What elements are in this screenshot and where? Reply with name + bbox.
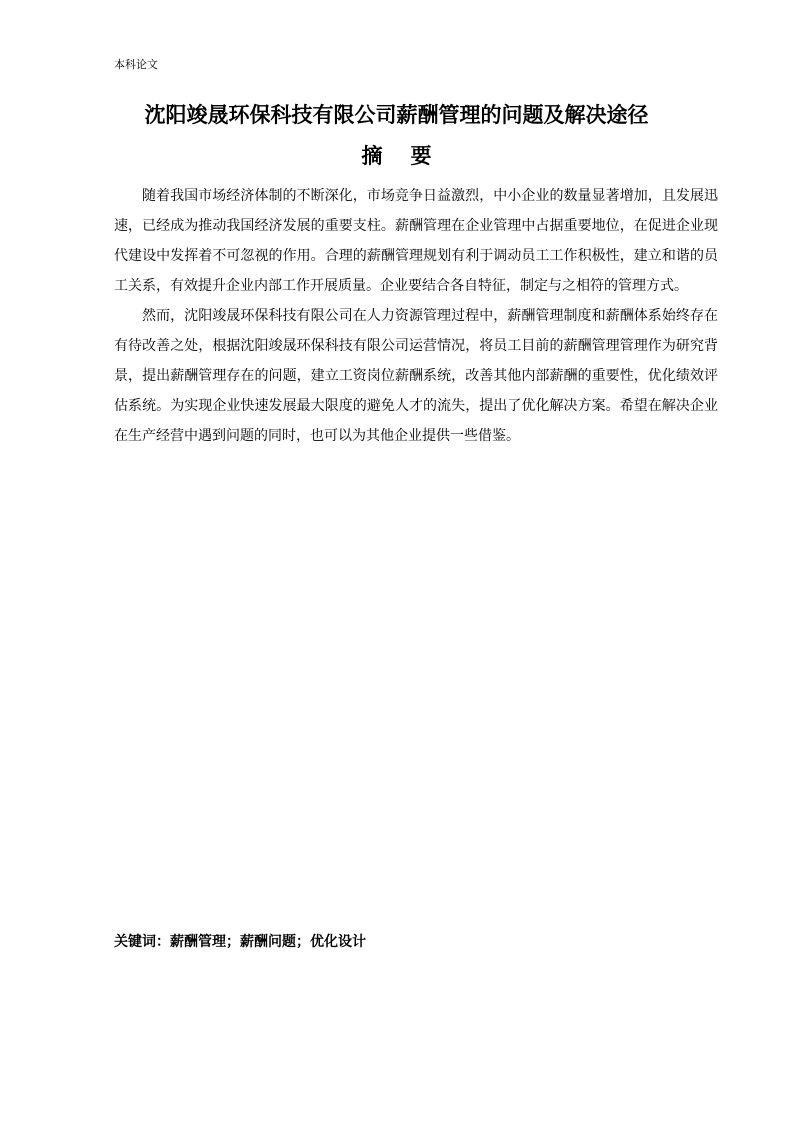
- abstract-body: [114, 181, 718, 451]
- document-title: 沈阳竣晟环保科技有限公司薪酬管理的问题及解决途径: [144, 103, 649, 127]
- abstract-paragraph-2: 然而，沈阳竣晟环保科技有限公司在人力资源管理过程中，薪酬管理制度和薪酬体系始终存在有待改善之处，根据沈阳竣晟环保科技有限公司运营情况，将员工目前的薪酬管理管理作为研究背景，提出薪酬管理存在的问题，建立工资岗位薪酬系统，改善其他内部薪酬的重要性，优化绩效评估系统。为实现企业快速发展最大限度的避免人才的流失，提出了优化解决方案。希望在解决企业在生产经营中遇到问题的同时，也可以为其他企业提供一些借鉴。: [114, 308, 718, 444]
- keywords-line: 关键词：薪酬管理；薪酬问题；优化设计: [114, 934, 366, 950]
- abstract-heading: 摘要: [361, 144, 460, 168]
- page-header-label: 本科论文: [114, 58, 158, 71]
- abstract-paragraph-1: 随着我国市场经济体制的不断深化，市场竞争日益激烈，中小企业的数量显著增加，且发展迅速，已经成为推动我国经济发展的重要支柱。薪酬管理在企业管理中占据重要地位，在促进企业现代建设中发挥着不可忽视的作用。合理的薪酬管理规划有利于调动员工工作积极性，建立和谐的员工关系，有效提升企业内部工作开展质量。企业要结合各自特征，制定与之相符的管理方式。: [114, 188, 718, 294]
